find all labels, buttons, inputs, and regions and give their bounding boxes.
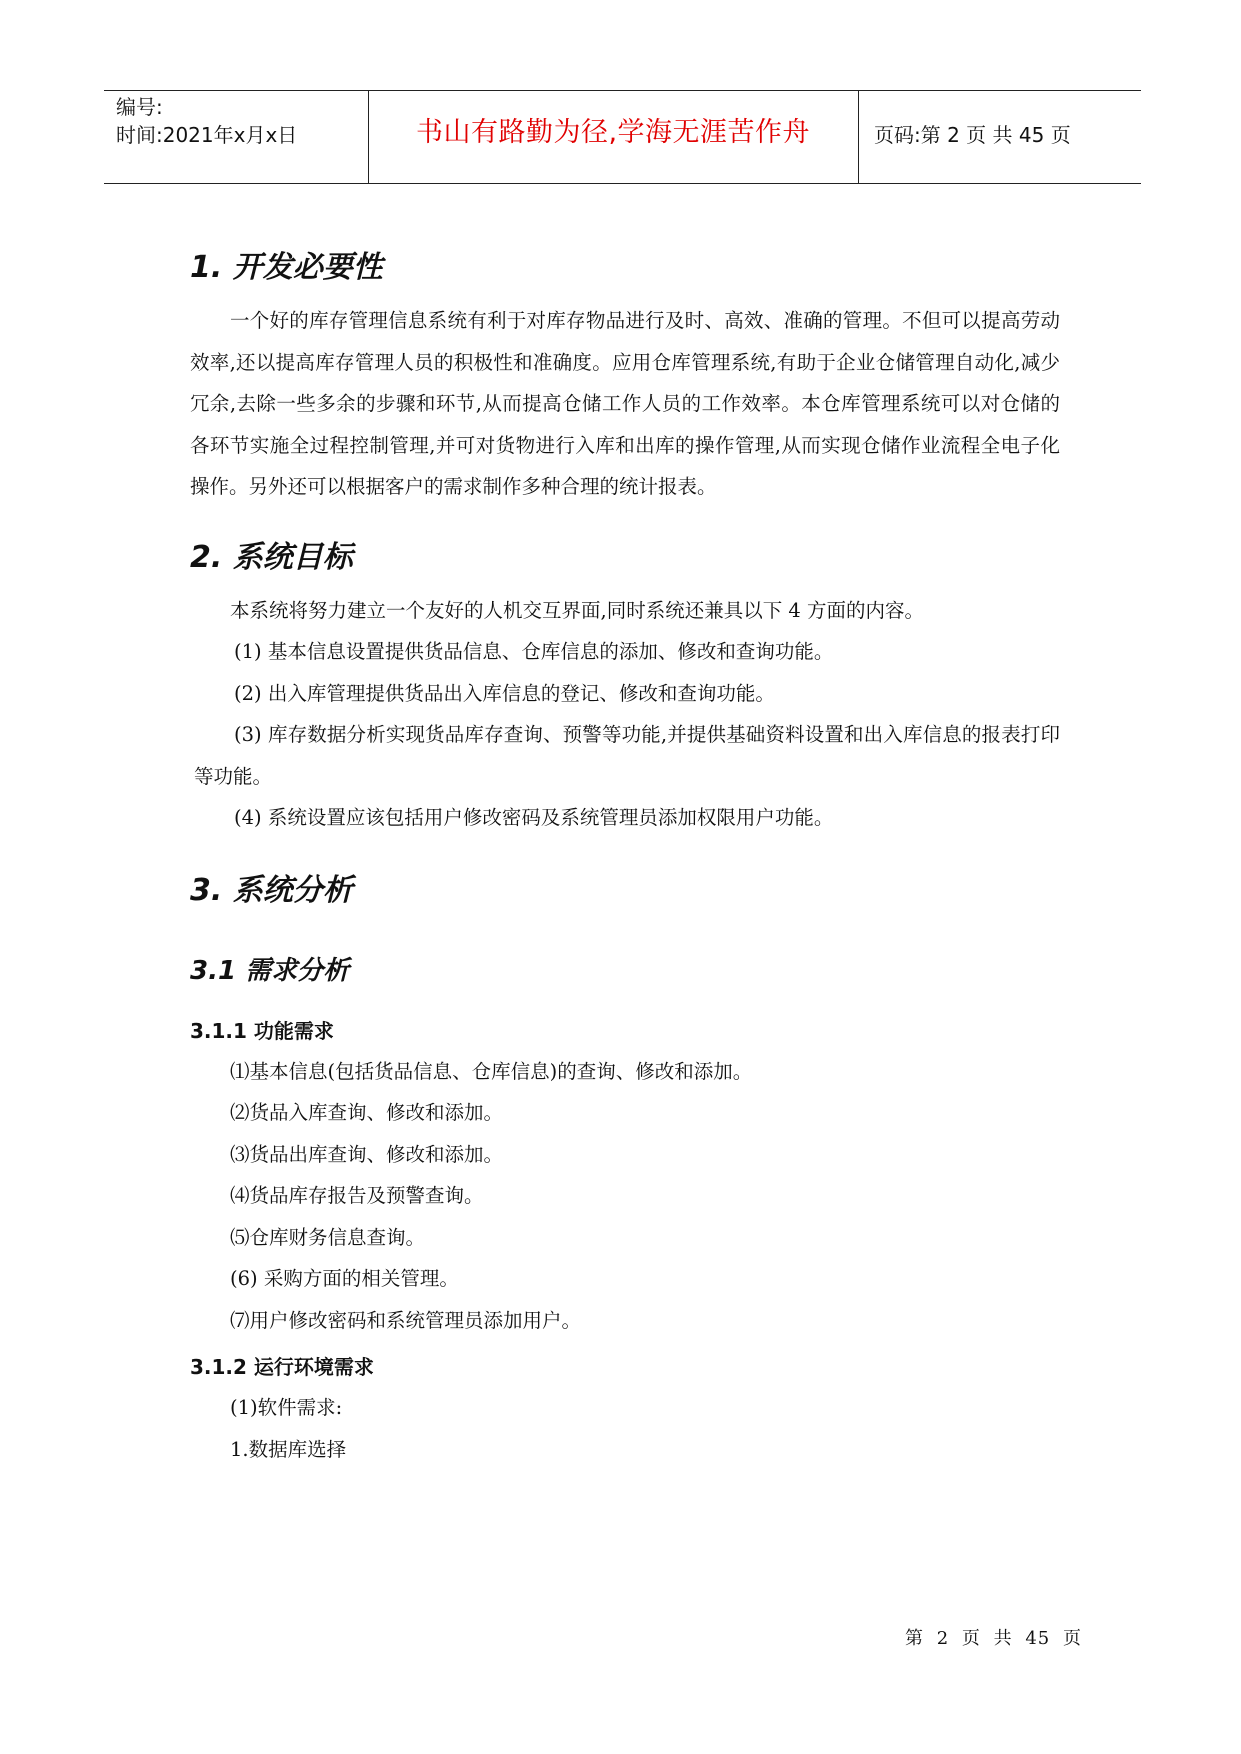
list-item: ⑺用户修改密码和系统管理员添加用户。	[230, 1308, 582, 1332]
time-label: 时间:2021年x月x日	[116, 123, 298, 147]
list-item: ⑵货品入库查询、修改和添加。	[230, 1101, 504, 1124]
list-item: (1) 基本信息设置提供货品信息、仓库信息的添加、修改和查询功能。	[234, 640, 834, 663]
subsubsection-heading: 3.1.1 功能需求	[190, 1018, 334, 1043]
list-item: (2) 出入库管理提供货品出入库信息的登记、修改和查询功能。	[234, 681, 775, 705]
document-body	[190, 236, 1060, 1470]
paragraph: 一个好的库存管理信息系统有利于对库存物品进行及时、高效、准确的管理。不但可以提高劳动效率,还以提高库存管理人员的积极性和准确度。应用仓库管理系统,有助于企业仓储管理自动化,减少冗余,去除一些多余的步骤和环节,从而提高仓储工作人员的工作效率。本仓库管理系统可以对仓储的各环节实施全过程控制管理,并可对货物进行入库和出库的操作管理,从而实现仓储作业流程全电子化操作。另外还可以根据客户的需求制作多种合理的统计报表。	[190, 309, 1060, 498]
subsection-heading: 3.1 需求分析	[190, 955, 350, 986]
header-divider	[858, 91, 859, 183]
page-footer: 第 2 页 共 45 页	[905, 1628, 1082, 1649]
header-meta	[116, 93, 297, 149]
paragraph: 本系统将努力建立一个友好的人机交互界面,同时系统还兼具以下 4 方面的内容。	[230, 598, 925, 622]
number-label: 编号:	[116, 95, 163, 119]
list-item: ⑴基本信息(包括货品信息、仓库信息)的查询、修改和添加。	[230, 1059, 753, 1083]
section-heading: 2. 系统目标	[190, 539, 353, 575]
list-item: (4) 系统设置应该包括用户修改密码及系统管理员添加权限用户功能。	[234, 806, 834, 829]
list-item: ⑶货品出库查询、修改和添加。	[230, 1142, 504, 1166]
list-item: (3) 库存数据分析实现货品库存查询、预警等功能,并提供基础资料设置和出入库信息的报表打印等功能。	[194, 723, 1060, 788]
list-item: 1.数据库选择	[230, 1437, 347, 1461]
list-item: (1)软件需求:	[230, 1396, 343, 1419]
subsubsection-heading: 3.1.2 运行环境需求	[190, 1355, 374, 1379]
list-item: ⑷货品库存报告及预警查询。	[230, 1184, 484, 1207]
section-heading: 3. 系统分析	[190, 872, 353, 908]
page-header	[104, 90, 1141, 184]
section-heading: 1. 开发必要性	[190, 250, 383, 285]
header-page-info: 页码:第 2 页 共 45 页	[874, 123, 1071, 147]
list-item: (6) 采购方面的相关管理。	[230, 1267, 459, 1290]
list-item: ⑸仓库财务信息查询。	[230, 1225, 426, 1249]
header-motto: 书山有路勤为径,学海无涯苦作舟	[415, 117, 811, 148]
